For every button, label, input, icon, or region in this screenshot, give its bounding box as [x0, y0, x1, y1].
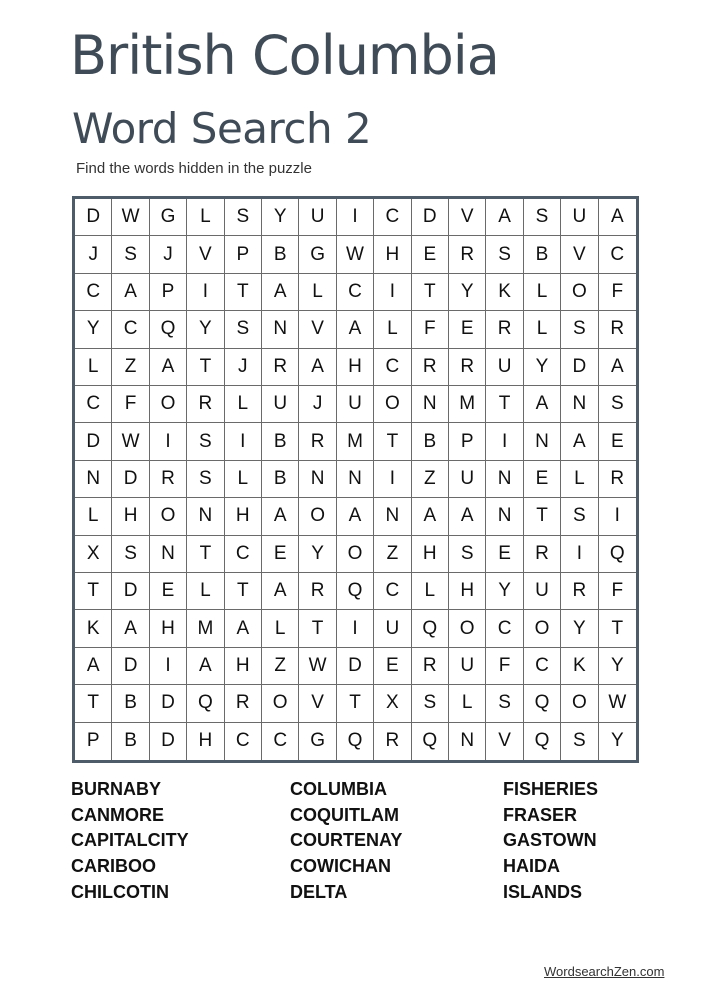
- grid-cell: V: [299, 685, 336, 722]
- grid-cell: B: [112, 685, 149, 722]
- grid-cell: C: [524, 648, 561, 685]
- grid-cell: F: [112, 386, 149, 423]
- grid-cell: W: [599, 685, 636, 722]
- grid-cell: Y: [561, 610, 598, 647]
- word-list-item: FISHERIES: [503, 779, 599, 799]
- grid-cell: V: [299, 311, 336, 348]
- grid-cell: I: [599, 498, 636, 535]
- grid-cell: J: [150, 236, 187, 273]
- grid-cell: T: [524, 498, 561, 535]
- grid-cell: D: [75, 423, 112, 460]
- grid-cell: C: [225, 536, 262, 573]
- grid-cell: O: [561, 685, 598, 722]
- grid-cell: Z: [262, 648, 299, 685]
- grid-cell: A: [599, 349, 636, 386]
- grid-cell: D: [412, 199, 449, 236]
- grid-cell: R: [449, 236, 486, 273]
- grid-cell: J: [299, 386, 336, 423]
- grid-cell: A: [262, 498, 299, 535]
- grid-cell: O: [374, 386, 411, 423]
- grid-cell: Y: [486, 573, 523, 610]
- grid-cell: F: [486, 648, 523, 685]
- grid-cell: S: [599, 386, 636, 423]
- grid-cell: F: [599, 274, 636, 311]
- grid-cell: N: [374, 498, 411, 535]
- grid-cell: N: [337, 461, 374, 498]
- grid-cell: L: [374, 311, 411, 348]
- grid-cell: E: [599, 423, 636, 460]
- grid-cell: Y: [187, 311, 224, 348]
- grid-cell: V: [486, 723, 523, 760]
- grid-cell: Y: [75, 311, 112, 348]
- grid-cell: I: [374, 461, 411, 498]
- grid-cell: L: [187, 199, 224, 236]
- grid-cell: S: [412, 685, 449, 722]
- grid-cell: A: [561, 423, 598, 460]
- word-list-column-3: [503, 777, 598, 906]
- grid-cell: A: [449, 498, 486, 535]
- grid-cell: S: [187, 461, 224, 498]
- grid-cell: U: [374, 610, 411, 647]
- grid-cell: Y: [599, 648, 636, 685]
- grid-cell: N: [187, 498, 224, 535]
- word-list-item: CARIBOO: [71, 856, 156, 877]
- grid-cell: A: [412, 498, 449, 535]
- grid-cell: Q: [524, 685, 561, 722]
- grid-cell: R: [262, 349, 299, 386]
- grid-cell: S: [561, 723, 598, 760]
- grid-cell: N: [524, 423, 561, 460]
- grid-cell: I: [150, 648, 187, 685]
- grid-cell: U: [524, 573, 561, 610]
- grid-cell: O: [262, 685, 299, 722]
- grid-cell: K: [561, 648, 598, 685]
- grid-cell: J: [75, 236, 112, 273]
- grid-cell: H: [225, 498, 262, 535]
- grid-cell: W: [337, 236, 374, 273]
- grid-cell: J: [225, 349, 262, 386]
- word-list-column-1: [71, 777, 189, 906]
- grid-cell: R: [599, 311, 636, 348]
- grid-cell: E: [262, 536, 299, 573]
- grid-cell: I: [486, 423, 523, 460]
- grid-cell: B: [262, 423, 299, 460]
- grid-cell: B: [524, 236, 561, 273]
- grid-cell: N: [449, 723, 486, 760]
- word-list-column-2: [290, 777, 402, 906]
- grid-cell: I: [187, 274, 224, 311]
- grid-cell: H: [187, 723, 224, 760]
- grid-cell: E: [486, 536, 523, 573]
- grid-cell: U: [486, 349, 523, 386]
- grid-cell: O: [337, 536, 374, 573]
- grid-cell: Q: [187, 685, 224, 722]
- grid-cell: N: [299, 461, 336, 498]
- grid-cell: D: [75, 199, 112, 236]
- word-list-item: HAIDA: [503, 856, 560, 877]
- grid-cell: R: [486, 311, 523, 348]
- grid-cell: U: [449, 648, 486, 685]
- grid-cell: I: [337, 199, 374, 236]
- grid-cell: C: [374, 349, 411, 386]
- word-list-item: COLUMBIA: [290, 779, 387, 799]
- grid-cell: L: [225, 386, 262, 423]
- grid-cell: N: [412, 386, 449, 423]
- grid-cell: H: [112, 498, 149, 535]
- grid-cell: T: [599, 610, 636, 647]
- grid-cell: S: [112, 236, 149, 273]
- grid-cell: A: [337, 311, 374, 348]
- grid-cell: T: [75, 685, 112, 722]
- grid-cell: O: [524, 610, 561, 647]
- grid-cell: Z: [112, 349, 149, 386]
- grid-cell: O: [561, 274, 598, 311]
- grid-cell: A: [262, 274, 299, 311]
- grid-cell: A: [112, 610, 149, 647]
- word-list-item: CAPITALCITY: [71, 830, 189, 851]
- grid-cell: R: [374, 723, 411, 760]
- grid-cell: K: [75, 610, 112, 647]
- grid-cell: T: [486, 386, 523, 423]
- grid-cell: A: [599, 199, 636, 236]
- grid-cell: O: [150, 386, 187, 423]
- grid-cell: C: [112, 311, 149, 348]
- word-list-item: COURTENAY: [290, 830, 403, 851]
- grid-cell: S: [561, 498, 598, 535]
- grid-cell: N: [150, 536, 187, 573]
- grid-cell: X: [75, 536, 112, 573]
- grid-cell: C: [374, 573, 411, 610]
- grid-cell: T: [337, 685, 374, 722]
- grid-cell: H: [449, 573, 486, 610]
- grid-cell: C: [337, 274, 374, 311]
- grid-cell: T: [75, 573, 112, 610]
- grid-cell: B: [112, 723, 149, 760]
- grid-cell: E: [374, 648, 411, 685]
- grid-cell: S: [561, 311, 598, 348]
- grid-cell: R: [412, 349, 449, 386]
- grid-cell: P: [225, 236, 262, 273]
- grid-cell: R: [449, 349, 486, 386]
- grid-cell: C: [262, 723, 299, 760]
- grid-cell: R: [187, 386, 224, 423]
- grid-cell: W: [112, 423, 149, 460]
- grid-cell: P: [150, 274, 187, 311]
- grid-cell: A: [150, 349, 187, 386]
- word-list-item: GASTOWN: [503, 830, 597, 851]
- grid-cell: K: [486, 274, 523, 311]
- grid-cell: A: [112, 274, 149, 311]
- grid-cell: A: [225, 610, 262, 647]
- grid-cell: A: [337, 498, 374, 535]
- grid-cell: L: [75, 498, 112, 535]
- grid-cell: R: [299, 423, 336, 460]
- grid-cell: S: [486, 685, 523, 722]
- grid-cell: O: [150, 498, 187, 535]
- grid-cell: T: [299, 610, 336, 647]
- grid-cell: S: [187, 423, 224, 460]
- word-list-item: BURNABY: [71, 779, 161, 799]
- grid-cell: D: [561, 349, 598, 386]
- grid-cell: U: [561, 199, 598, 236]
- grid-cell: S: [225, 199, 262, 236]
- grid-cell: H: [225, 648, 262, 685]
- grid-cell: T: [374, 423, 411, 460]
- grid-cell: E: [449, 311, 486, 348]
- grid-cell: Q: [150, 311, 187, 348]
- grid-cell: F: [412, 311, 449, 348]
- grid-cell: R: [299, 573, 336, 610]
- word-list-item: CHILCOTIN: [71, 881, 169, 902]
- grid-cell: Z: [412, 461, 449, 498]
- grid-cell: E: [150, 573, 187, 610]
- grid-cell: N: [262, 311, 299, 348]
- grid-cell: Q: [599, 536, 636, 573]
- grid-cell: C: [486, 610, 523, 647]
- grid-cell: H: [150, 610, 187, 647]
- grid-cell: S: [112, 536, 149, 573]
- grid-cell: F: [599, 573, 636, 610]
- grid-cell: T: [225, 274, 262, 311]
- word-list-item: COQUITLAM: [290, 804, 399, 825]
- grid-cell: A: [524, 386, 561, 423]
- grid-cell: R: [524, 536, 561, 573]
- grid-cell: W: [299, 648, 336, 685]
- grid-cell: U: [337, 386, 374, 423]
- grid-cell: M: [337, 423, 374, 460]
- grid-cell: Y: [610, 730, 624, 752]
- grid-cell: U: [262, 386, 299, 423]
- grid-cell: T: [225, 573, 262, 610]
- grid-cell: Y: [449, 274, 486, 311]
- instructions: Find the words hidden in the puzzle: [76, 160, 312, 177]
- grid-cell: L: [524, 311, 561, 348]
- footer-link[interactable]: WordsearchZen.com: [544, 964, 665, 979]
- grid-cell: U: [299, 199, 336, 236]
- grid-cell: I: [150, 423, 187, 460]
- grid-cell: N: [561, 386, 598, 423]
- grid-cell: I: [225, 423, 262, 460]
- grid-cell: H: [374, 236, 411, 273]
- grid-cell: W: [112, 199, 149, 236]
- grid-cell: P: [449, 423, 486, 460]
- grid-cell: A: [262, 573, 299, 610]
- grid-cell: G: [299, 723, 336, 760]
- grid-cell: D: [337, 648, 374, 685]
- grid-cell: Z: [374, 536, 411, 573]
- grid-cell: A: [486, 199, 523, 236]
- grid-cell: D: [150, 723, 187, 760]
- grid-cell: N: [486, 498, 523, 535]
- grid-cell: D: [112, 573, 149, 610]
- page-subtitle: Word Search 2: [72, 104, 372, 153]
- grid-cell: O: [449, 610, 486, 647]
- grid-cell: G: [299, 236, 336, 273]
- grid-cell: B: [412, 423, 449, 460]
- grid-cell: D: [112, 461, 149, 498]
- grid-cell: Q: [337, 723, 374, 760]
- grid-cell: N: [486, 461, 523, 498]
- grid-cell: I: [337, 610, 374, 647]
- word-list-item: CANMORE: [71, 804, 164, 825]
- grid-cell: E: [412, 236, 449, 273]
- grid-cell: T: [187, 349, 224, 386]
- grid-cell: M: [449, 386, 486, 423]
- grid-cell: R: [561, 573, 598, 610]
- grid-cell: Q: [412, 610, 449, 647]
- grid-cell: S: [449, 536, 486, 573]
- grid-cell: A: [187, 648, 224, 685]
- word-list-item: COWICHAN: [290, 856, 391, 877]
- grid-cell: S: [486, 236, 523, 273]
- grid-cell: M: [187, 610, 224, 647]
- grid-cell: B: [262, 236, 299, 273]
- grid-cell: C: [374, 199, 411, 236]
- grid-cell: I: [561, 536, 598, 573]
- grid-cell: Q: [412, 723, 449, 760]
- page-title: British Columbia: [70, 24, 499, 87]
- grid-cell: A: [75, 648, 112, 685]
- grid-cell: L: [412, 573, 449, 610]
- grid-cell: E: [524, 461, 561, 498]
- grid-cell: C: [599, 236, 636, 273]
- grid-cell: L: [449, 685, 486, 722]
- grid-cell: C: [75, 274, 112, 311]
- grid-cell: N: [75, 461, 112, 498]
- grid-cell: V: [449, 199, 486, 236]
- grid-cell: Y: [262, 199, 299, 236]
- grid-cell: L: [225, 461, 262, 498]
- grid-cell: X: [374, 685, 411, 722]
- grid-cell: Y: [524, 349, 561, 386]
- grid-cell: C: [75, 386, 112, 423]
- grid-cell: D: [150, 685, 187, 722]
- grid-cell: H: [412, 536, 449, 573]
- grid-cell: L: [561, 461, 598, 498]
- grid-cell: O: [299, 498, 336, 535]
- grid-cell: H: [337, 349, 374, 386]
- grid-cell: R: [225, 685, 262, 722]
- grid-cell: T: [412, 274, 449, 311]
- grid-cell: L: [524, 274, 561, 311]
- grid-cell: R: [412, 648, 449, 685]
- grid-cell: P: [75, 723, 112, 760]
- grid-cell: L: [299, 274, 336, 311]
- word-list-item: FRASER: [503, 804, 578, 825]
- grid-cell: T: [187, 536, 224, 573]
- grid-cell: R: [599, 461, 636, 498]
- grid-cell: L: [75, 349, 112, 386]
- grid-cell: Y: [299, 536, 336, 573]
- grid-cell: L: [187, 573, 224, 610]
- grid-cell: C: [225, 723, 262, 760]
- grid-cell: Q: [524, 723, 561, 760]
- grid-cell: Q: [337, 573, 374, 610]
- grid-cell: S: [225, 311, 262, 348]
- grid-cell: R: [150, 461, 187, 498]
- grid-cell: L: [262, 610, 299, 647]
- grid-cell: I: [374, 274, 411, 311]
- grid-cell: D: [112, 648, 149, 685]
- word-list-item: DELTA: [290, 881, 348, 902]
- grid-cell: S: [524, 199, 561, 236]
- grid-cell: V: [561, 236, 598, 273]
- grid-cell: G: [150, 199, 187, 236]
- word-list-item: ISLANDS: [503, 881, 583, 902]
- grid-cell: V: [187, 236, 224, 273]
- grid-cell: B: [262, 461, 299, 498]
- grid-cell: U: [449, 461, 486, 498]
- letter-grid: [72, 196, 639, 763]
- grid-cell: A: [299, 349, 336, 386]
